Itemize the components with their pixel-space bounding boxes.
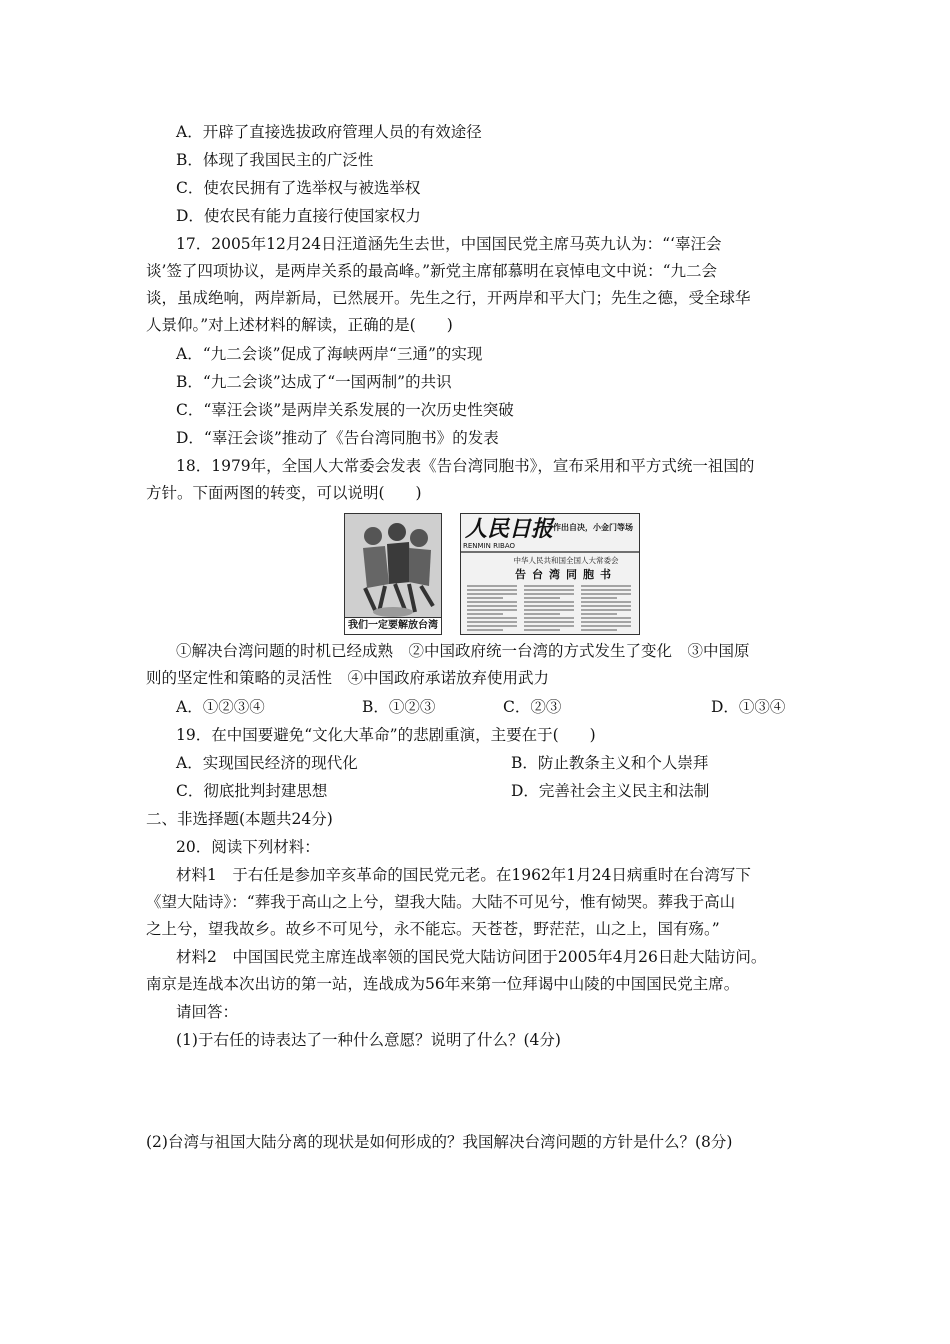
text-line: B．防止教条主义和个人崇拜	[511, 754, 709, 772]
text-line: C．彻底批判封建思想	[176, 782, 328, 800]
text-line: B．体现了我国民主的广泛性	[176, 151, 374, 169]
text-line: 19．在中国要避免“文化大革命”的悲剧重演，主要在于( )	[176, 726, 596, 744]
text-line: 谈’签了四项协议，是两岸关系的最高峰。”新党主席郁慕明在哀悼电文中说：“九二会	[146, 262, 718, 280]
newspaper-title: 人民日报	[465, 516, 554, 542]
poster-illustration	[345, 514, 441, 618]
text-line: C．使农民拥有了选举权与被选举权	[176, 179, 421, 197]
newspaper-subhead: 中华人民共和国全国人大常委会	[513, 556, 619, 565]
poster-caption: 我们一定要解放台湾	[345, 617, 441, 634]
text-line: 方针。下面两图的转变，可以说明( )	[146, 484, 422, 502]
text-line: (2)台湾与祖国大陆分离的现状是如何形成的？我国解决台湾问题的方针是什么？(8分)	[146, 1133, 733, 1151]
text-line: B．①②③	[362, 698, 436, 716]
text-line: D．完善社会主义民主和法制	[511, 782, 710, 800]
text-line: 南京是连战本次出访的第一站，连战成为56年来第一位拜谒中山陵的中国国民党主席。	[146, 975, 740, 993]
text-line: 之上兮，望我故乡。故乡不可见兮，永不能忘。天苍苍，野茫茫，山之上，国有殇。”	[146, 920, 720, 938]
text-line: 请回答：	[176, 1003, 239, 1021]
text-line: A．“九二会谈”促成了海峡两岸“三通”的实现	[176, 345, 483, 363]
newspaper-image	[460, 513, 640, 635]
newspaper-headline: 告台湾同胞书	[515, 568, 617, 581]
text-line: 《望大陆诗》：“葬我于高山之上兮，望我大陆。大陆不可见兮，惟有恸哭。葬我于高山	[146, 893, 736, 911]
text-line: C．“辜汪会谈”是两岸关系发展的一次历史性突破	[176, 401, 514, 419]
newspaper-slogan: 作出自决，小金门等场	[553, 522, 633, 532]
text-line: 20．阅读下列材料：	[176, 838, 320, 856]
text-line: D．使农民有能力直接行使国家权力	[176, 207, 421, 225]
text-line: 人景仰。”对上述材料的解读，正确的是( )	[146, 316, 453, 334]
text-line: C．②③	[503, 698, 562, 716]
poster-image	[344, 513, 442, 635]
text-line: D．“辜汪会谈”推动了《告台湾同胞书》的发表	[176, 429, 499, 447]
text-line: 材料2 中国国民党主席连战率领的国民党大陆访问团于2005年4月26日赴大陆访问。	[176, 948, 767, 966]
text-line: D．①③④	[711, 698, 786, 716]
text-line: 18．1979年，全国人大常委会发表《告台湾同胞书》，宣布采用和平方式统一祖国的	[176, 457, 755, 475]
text-line: A．开辟了直接选拔政府管理人员的有效途径	[176, 123, 482, 141]
text-line: 谈，虽成绝响，两岸新局，已然展开。先生之行，开两岸和平大门；先生之德，受全球华	[146, 289, 751, 307]
text-line: A．①②③④	[176, 698, 265, 716]
newspaper-roman: RENMIN RIBAO	[463, 542, 515, 550]
text-line: ①解决台湾问题的时机已经成熟 ②中国政府统一台湾的方式发生了变化 ③中国原	[176, 642, 750, 660]
figure-pair	[344, 513, 640, 633]
text-line: B．“九二会谈”达成了“一国两制”的共识	[176, 373, 452, 391]
text-line: 17．2005年12月24日汪道涵先生去世，中国国民党主席马英九认为：“‘辜汪会	[176, 235, 722, 253]
text-line: 二、非选择题(本题共24分)	[146, 810, 333, 828]
text-line: (1)于右任的诗表达了一种什么意愿？说明了什么？(4分)	[176, 1031, 561, 1049]
text-line: A．实现国民经济的现代化	[176, 754, 358, 772]
text-line: 材料1 于右任是参加辛亥革命的国民党元老。在1962年1月24日病重时在台湾写下	[176, 866, 751, 884]
text-line: 则的坚定性和策略的灵活性 ④中国政府承诺放弃使用武力	[146, 669, 550, 687]
